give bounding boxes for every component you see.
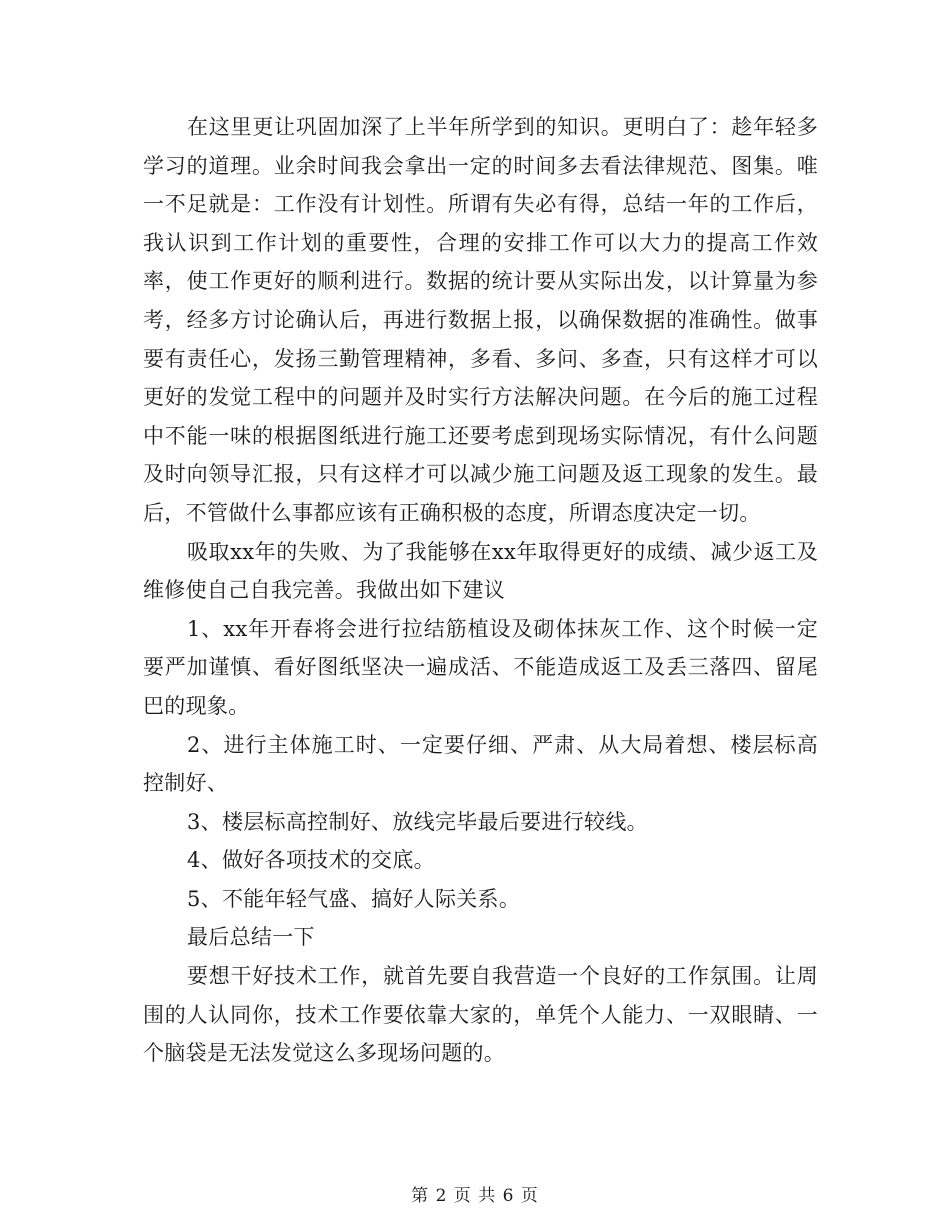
document-body — [143, 108, 818, 1073]
page-number-footer: 第 2 页 共 6 页 — [411, 1186, 539, 1206]
paragraph-summary: 要想干好技术工作，就首先要自我营造一个良好的工作氛围。让周围的人认同你，技术工作要依靠大家的，单凭个人能力、一双眼睛、一个脑袋是无法发觉这么多现场问题的。 — [143, 964, 818, 1066]
suggestion-item-3: 3、楼层标高控制好、放线完毕最后要进行较线。 — [187, 809, 648, 834]
paragraph-lessons-intro: 吸取xx年的失败、为了我能够在xx年取得更好的成绩、减少返工及维修使自己自我完善。我做出如下建议 — [143, 539, 818, 603]
suggestion-item-2: 2、进行主体施工时、一定要仔细、严肃、从大局着想、楼层标高控制好、 — [143, 732, 818, 796]
suggestion-item-1: 1、xx年开春将会进行拉结筋植设及砌体抹灰工作、这个时候一定要严加谨慎、看好图纸坚决一遍成活、不能造成返工及丢三落四、留尾巴的现象。 — [143, 616, 818, 718]
paragraph-review: 在这里更让巩固加深了上半年所学到的知识。更明白了：趁年轻多学习的道理。业余时间我会拿出一定的时间多去看法律规范、图集。唯一不足就是：工作没有计划性。所谓有失必有得，总结一年的工作后，我认识到工作计划的重要性，合理的安排工作可以大力的提高工作效率，使工作更好的顺利进行。数据的统计要从实际出发，以计算量为参考，经多方讨论确认后，再进行数据上报，以确保数据的准确性。做事要有责任心，发扬三勤管理精神，多看、多问、多查，只有这样才可以更好的发觉工程中的问题并及时实行方法解决问题。在今后的施工过程中不能一味的根据图纸进行施工还要考虑到现场实际情况，有什么问题及时向领导汇报，只有这样才可以减少施工问题及返工现象的发生。最后，不管做什么事都应该有正确积极的态度，所谓态度决定一切。 — [143, 115, 818, 525]
summary-heading: 最后总结一下 — [187, 925, 315, 950]
suggestion-item-5: 5、不能年轻气盛、搞好人际关系。 — [187, 886, 521, 911]
suggestion-item-4: 4、做好各项技术的交底。 — [187, 848, 435, 873]
